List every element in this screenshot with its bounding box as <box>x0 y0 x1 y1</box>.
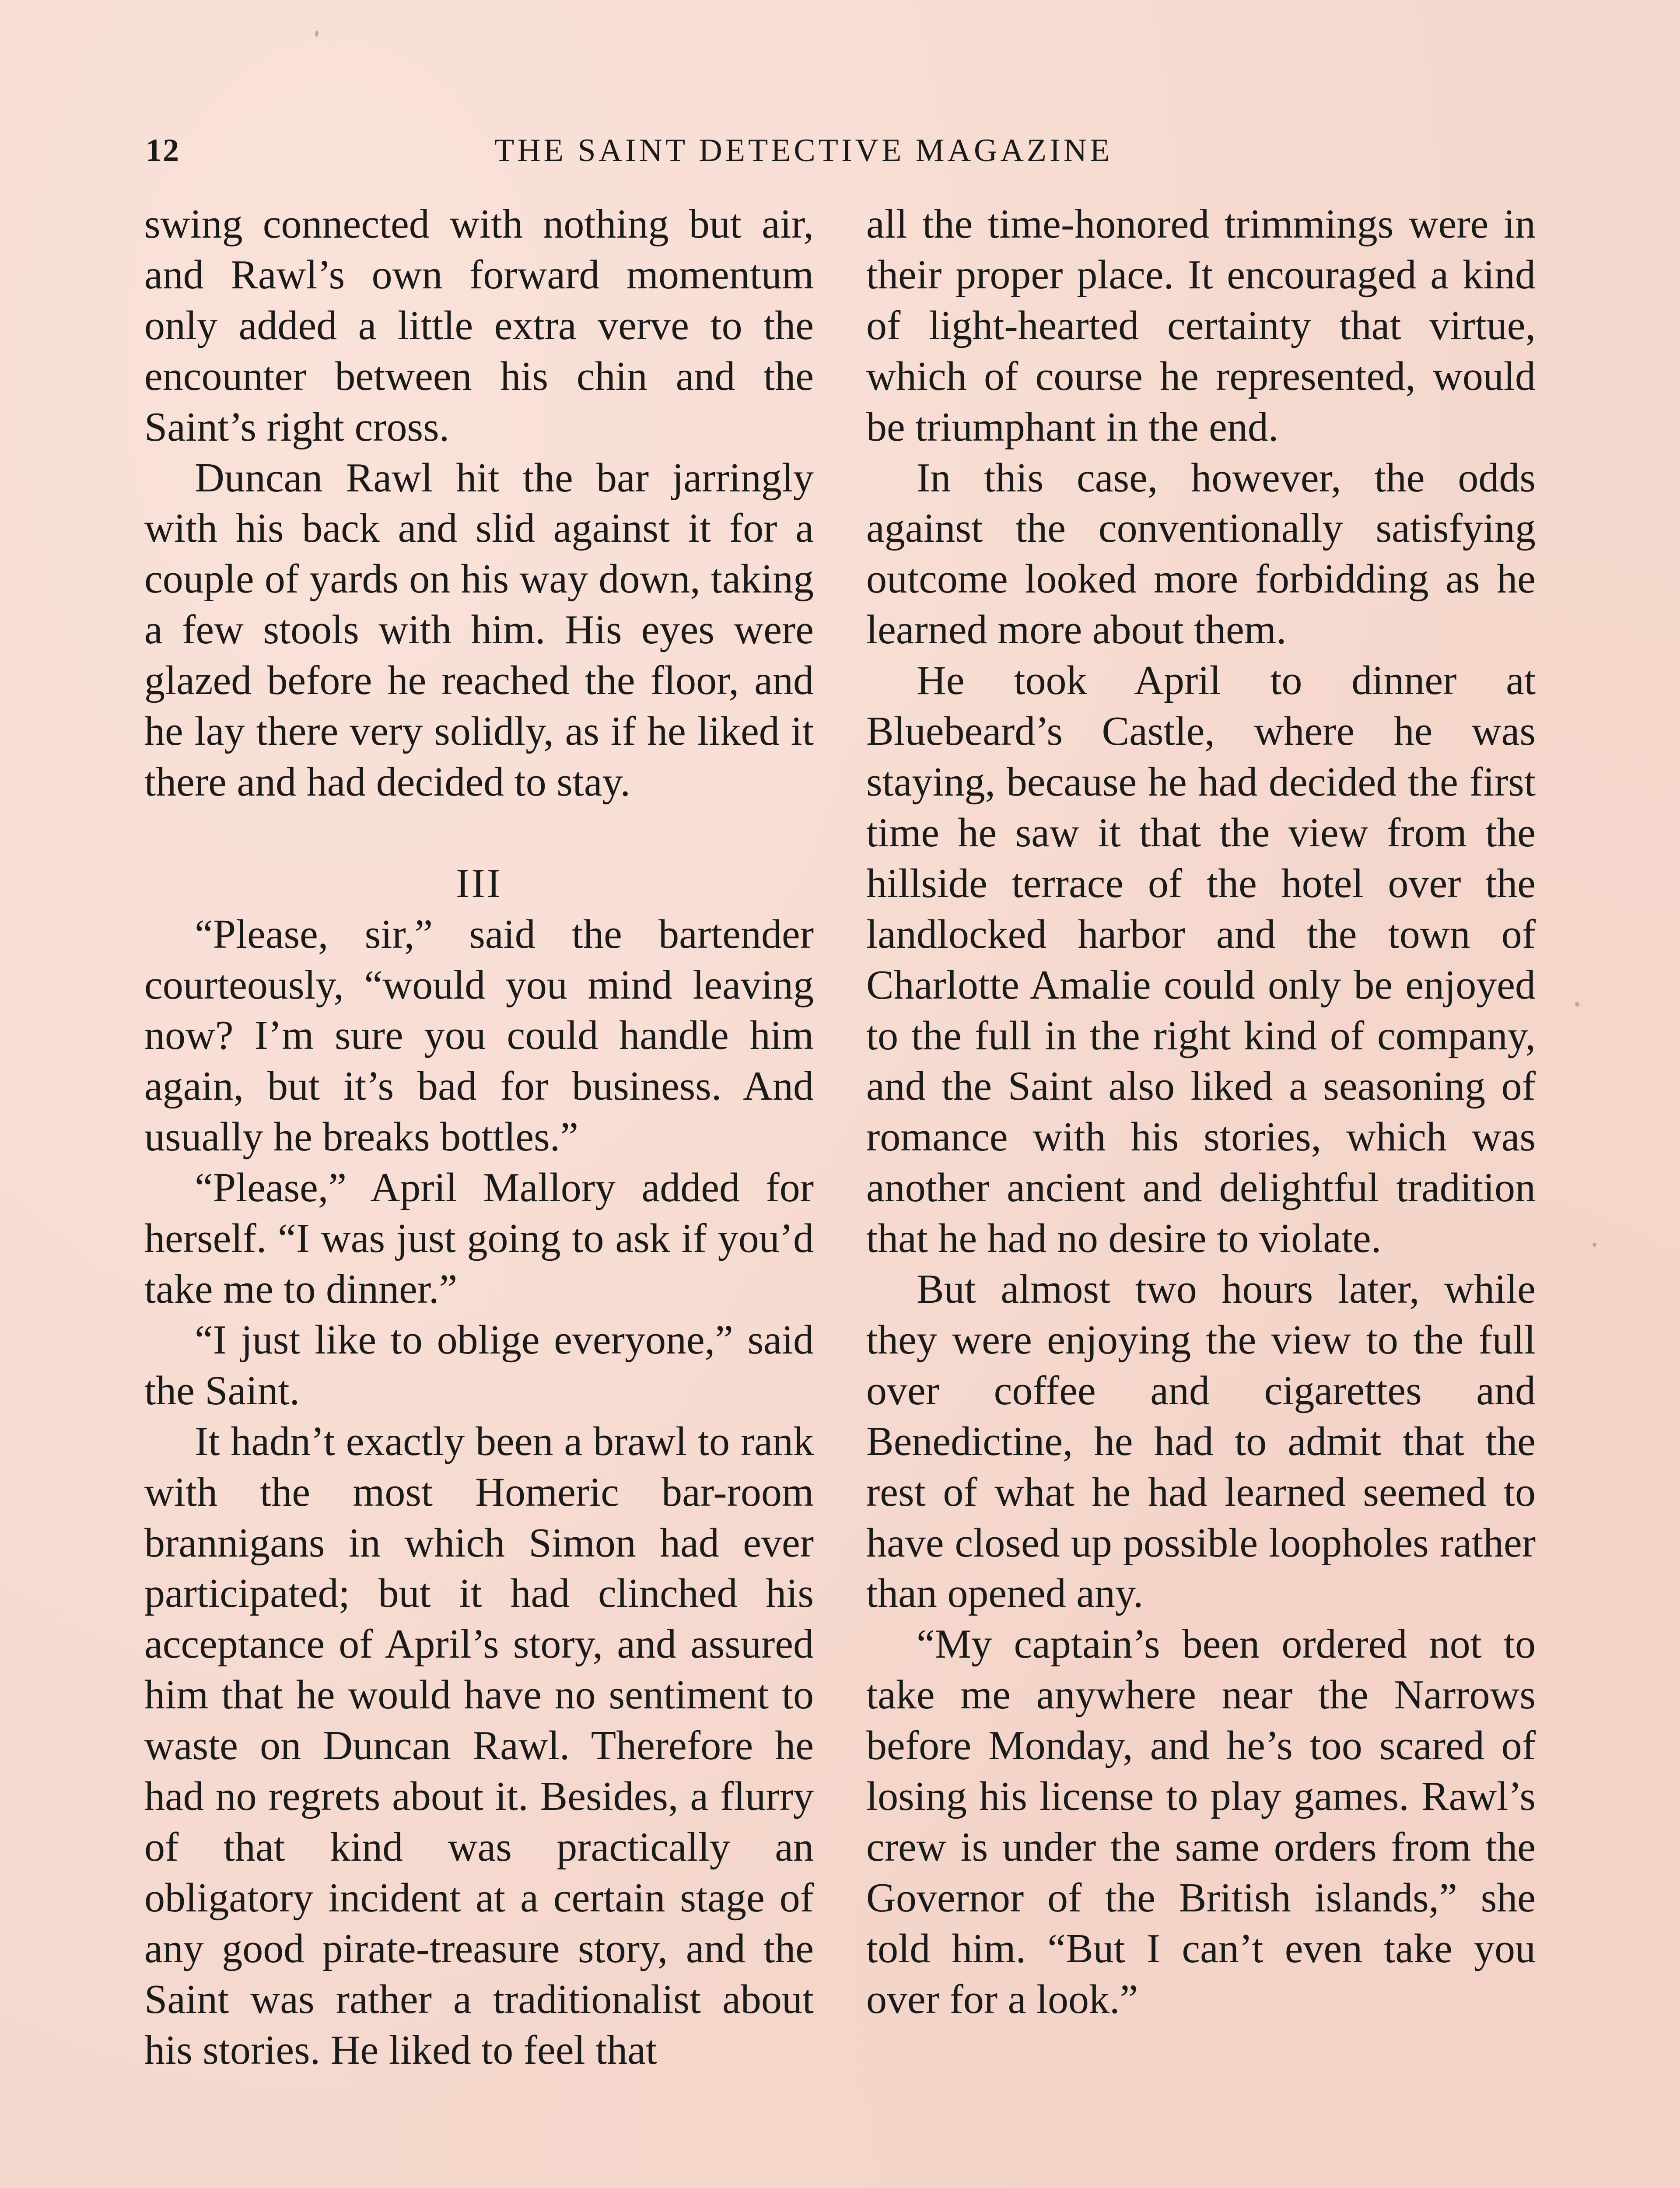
paragraph: In this case, however, the odds against the conventionally satisfying outcome looked more forbidding as he learned more about them. <box>866 455 1536 653</box>
paragraph: It hadn’t exactly been a brawl to rank with the most Homeric bar-room brannigans in which Simon had ever participated; but it had clinched his acceptance of April’s story, and assured him that he would have no sentiment to waste on Duncan Rawl. Therefore he had no regrets about it. Besides, a flurry of that kind was practically an obligatory incident at a certain stage of any good pirate-treasure story, and the Saint was rather a traditionalist about his stories. He liked to feel that <box>144 1418 814 2073</box>
paper-speck <box>1592 1243 1596 1247</box>
page-number: 12 <box>146 133 180 168</box>
paragraph: He took April to dinner at Bluebeard’s Castle, where he was staying, because he had decided the first time he saw it that the view from the hillside terrace of the hotel over the landlocked harbor and the town of Charlotte Amalie could only be enjoyed to the full in the right kind of company, and the Saint also liked a seasoning of romance with his stories, which was another ancient and delightful tradition that he had no desire to violate. <box>866 658 1536 1262</box>
paragraph: “I just like to oblige everyone,” said the Saint. <box>144 1317 814 1413</box>
paragraph: Duncan Rawl hit the bar jarringly with his back and slid against it for a couple of yards on his way down, taking a few stools with him. His eyes were glazed before he reached the floor, and he lay there very solidly, as if he liked it there and had decided to stay. <box>144 455 814 805</box>
running-head: THE SAINT DETECTIVE MAGAZINE <box>494 133 1113 168</box>
paper-speck <box>315 31 318 37</box>
paragraph: swing connected with nothing but air, and Rawl’s own forward momentum only added a little extra verve to the encounter between his chin and the Saint’s right cross. <box>144 201 814 450</box>
paper-speck <box>1575 1002 1579 1006</box>
paragraph: “Please,” April Mallory added for herself. “I was just going to ask if you’d take me to dinner.” <box>144 1165 814 1312</box>
section-heading: III <box>456 860 502 906</box>
right-column <box>866 199 1536 2025</box>
paragraph: all the time-honored trimmings were in their proper place. It encouraged a kind of light-hearted certainty that virtue, which of course he represented, would be triumphant in the end. <box>866 201 1536 450</box>
left-column <box>144 199 814 2076</box>
paragraph: “My captain’s been ordered not to take me anywhere near the Narrows before Monday, and he’s too scared of losing his license to play games. Rawl’s crew is under the same orders from the Governor of the British islands,” she told him. “But I can’t even take you over for a look.” <box>866 1621 1536 2022</box>
paragraph: But almost two hours later, while they were enjoying the view to the full over coffee and cigarettes and Benedictine, he had to admit that the rest of what he had learned seemed to have closed up possible loopholes rather than opened any. <box>866 1266 1536 1616</box>
paragraph: “Please, sir,” said the bartender courteously, “would you mind leaving now? I’m sure you could handle him again, but it’s bad for business. And usually he breaks bottles.” <box>144 911 814 1160</box>
